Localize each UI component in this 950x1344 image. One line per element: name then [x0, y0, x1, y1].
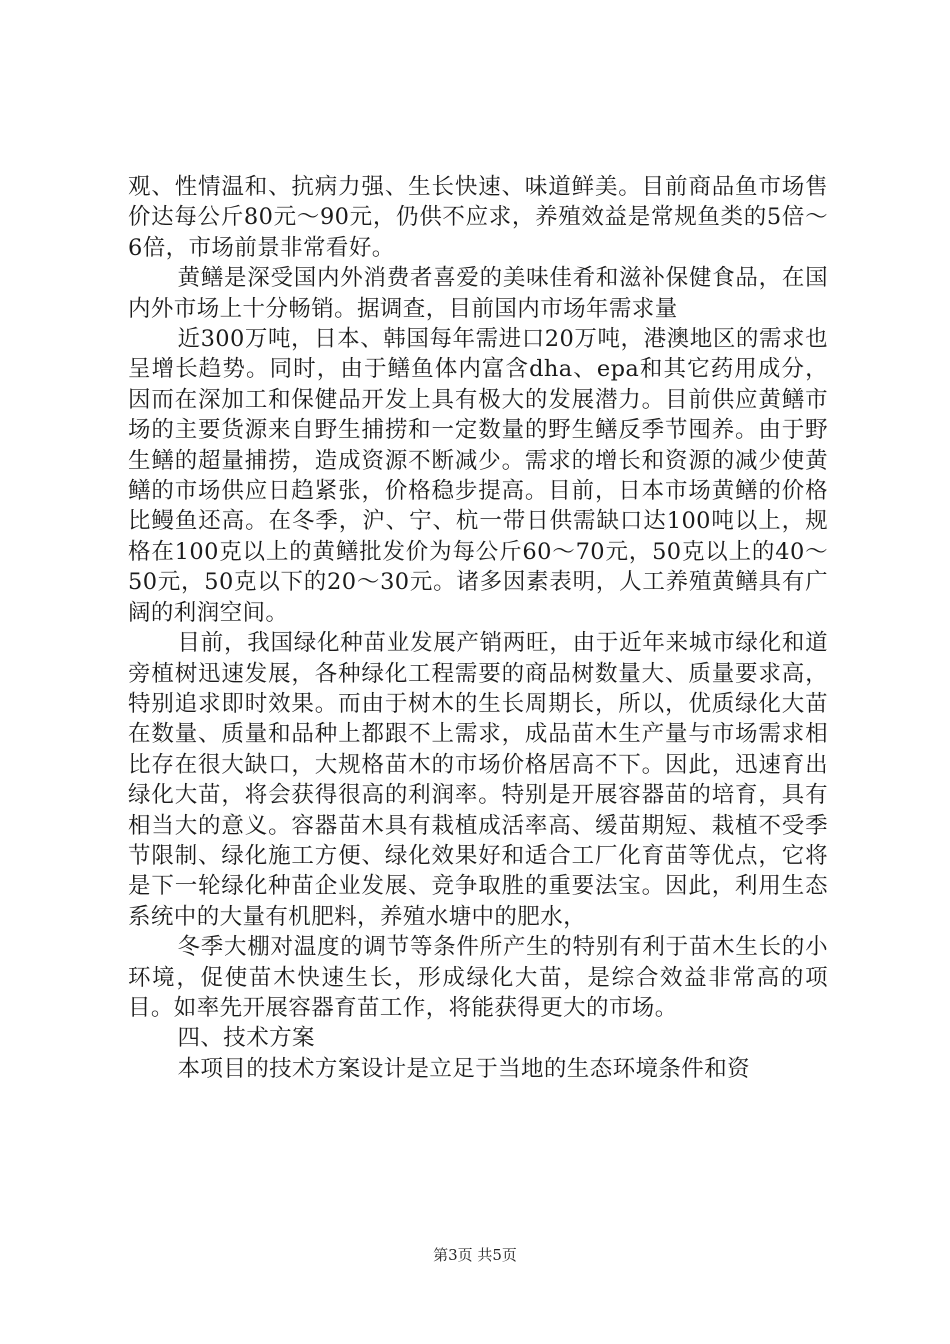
- paragraph-technical-plan-start: 本项目的技术方案设计是立足于当地的生态环境条件和资: [177, 1055, 751, 1082]
- document-body: [128, 172, 828, 1084]
- paragraph-eel-market-analysis: 近300万吨，日本、韩国每年需进口20万吨，港澳地区的需求也呈增长趋势。同时，由于鳝鱼体内富含dha、epa和其它药用成分，因而在深加工和保健品开发上具有极大的发展潜力。目前供应黄鳝市场的主要货源来自野生捕捞和一定数量的野生鳝反季节囤养。由于野生鳝的超量捕捞，造成资源不断减少。需求的增长和资源的减少使黄鳝的市场供应日趋紧张，价格稳步提高。目前，日本市场黄鳝的价格比鳗鱼还高。在冬季，沪、宁、杭一带日供需缺口达100吨以上，规格在100克以上的黄鳝批发价为每公斤60～70元，50克以上的40～50元，50克以下的20～30元。诸多因素表明，人工养殖黄鳝具有广阔的利润空间。: [128, 326, 828, 626]
- section-heading-technical-plan: 四、技术方案: [177, 1025, 315, 1052]
- paragraph-greenhouse-environment: 冬季大棚对温度的调节等条件所产生的特别有利于苗木生长的小环境，促使苗木快速生长，形成绿化大苗，是综合效益非常高的项目。如率先开展容器育苗工作，将能获得更大的市场。: [128, 934, 828, 1021]
- paragraph-seedling-industry: 目前，我国绿化种苗业发展产销两旺，由于近年来城市绿化和道旁植树迅速发展，各种绿化工程需要的商品树数量大、质量要求高，特别追求即时效果。而由于树木的生长周期长，所以，优质绿化大苗在数量、质量和品种上都跟不上需求，成品苗木生产量与市场需求相比存在很大缺口，大规格苗木的市场价格居高不下。因此，迅速育出绿化大苗，将会获得很高的利润率。特别是开展容器苗的培育，具有相当大的意义。容器苗木具有栽植成活率高、缓苗期短、栽植不受季节限制、绿化施工方便、绿化效果好和适合工厂化育苗等优点，它将是下一轮绿化种苗企业发展、竞争取胜的重要法宝。因此，利用生态系统中的大量有机肥料，养殖水塘中的肥水，: [128, 630, 828, 930]
- paragraph-eel-demand-intro: 黄鳝是深受国内外消费者喜爱的美味佳肴和滋补保健食品，在国内外市场上十分畅销。据调查，目前国内市场年需求量: [128, 265, 828, 322]
- page-number-footer: 第3页 共5页: [433, 1246, 517, 1264]
- paragraph-fish-market-continued: 观、性情温和、抗病力强、生长快速、味道鲜美。目前商品鱼市场售价达每公斤80元～90元，仍供不应求，养殖效益是常规鱼类的5倍～6倍，市场前景非常看好。: [128, 174, 828, 261]
